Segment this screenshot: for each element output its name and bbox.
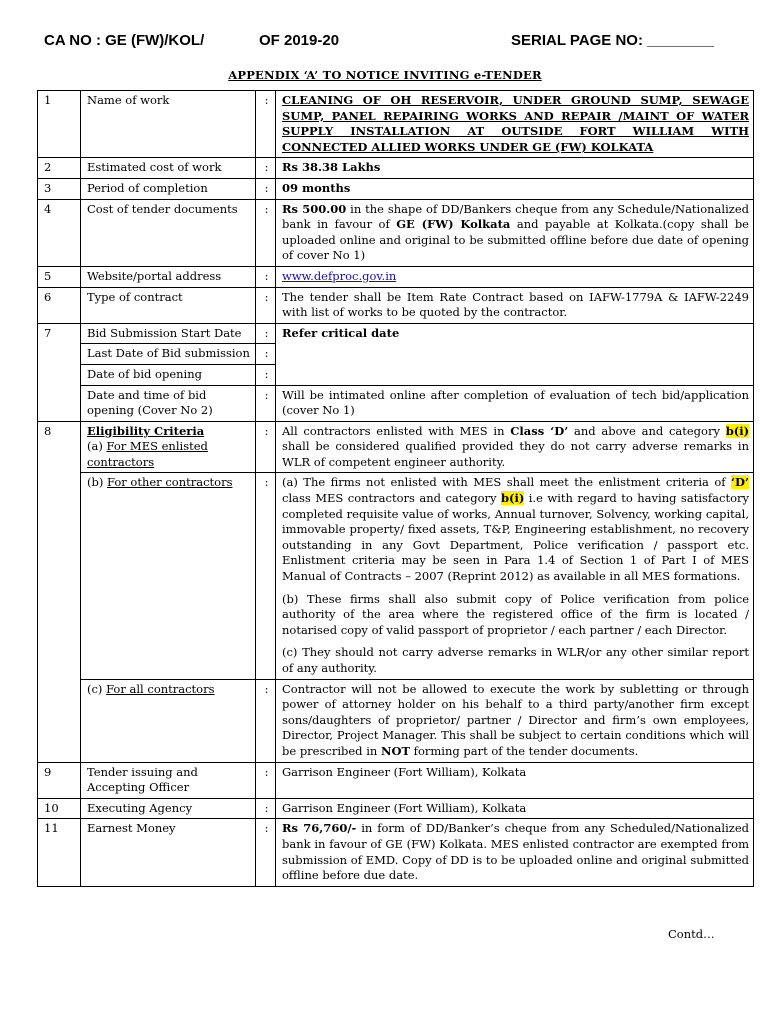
accepting-officer-value: Garrison Engineer (Fort William), Kolkata bbox=[276, 762, 754, 798]
table-row bbox=[38, 762, 754, 798]
table-row bbox=[38, 287, 754, 323]
separator: : bbox=[256, 473, 276, 679]
all-contractors-label: For all contractors bbox=[106, 681, 215, 696]
table-row bbox=[38, 158, 754, 179]
row-label: Earnest Money bbox=[81, 819, 256, 886]
mes-enlisted-value bbox=[276, 421, 754, 473]
row-number: 11 bbox=[38, 819, 81, 886]
table-row bbox=[38, 798, 754, 819]
criteria-paragraph-b: (b) These firms shall also submit copy of Police verification from police authority of the area where the registered office of the firm is located / notarised copy of valid passport of proprietor / each partner / each Director. bbox=[282, 591, 749, 637]
period-value: 09 months bbox=[276, 178, 754, 199]
separator: : bbox=[256, 158, 276, 179]
subletting-text: forming part of the tender documents. bbox=[410, 743, 639, 758]
table-row bbox=[38, 421, 754, 473]
separator: : bbox=[256, 344, 276, 365]
row-number: 7 bbox=[38, 323, 81, 421]
subletting-text: Contractor will not be allowed to execute the work by subletting or through power of attorney holder on his behalf to a third party/another firm except sons/daughters of proprietor/ partner / Director and firm’s own employees, Director, Project Manager. This shall be subject to certain conditions which will be prescribed in bbox=[282, 681, 749, 758]
emd-text: in form of DD/Banker’s cheque from any Scheduled/Nationalized bank in favour of GE (FW) Kolkata. MES enlisted contractor are exempted from submission of EMD. Copy of DD is to be uploaded online and original submitted offline before due date. bbox=[282, 821, 749, 883]
separator: : bbox=[256, 178, 276, 199]
tender-details-table bbox=[37, 90, 754, 887]
row-label: Date of bid opening bbox=[81, 364, 256, 385]
row-number: 6 bbox=[38, 287, 81, 323]
separator: : bbox=[256, 364, 276, 385]
ca-number: CA NO : GE (FW)/KOL/ bbox=[44, 32, 205, 49]
row-label: Executing Agency bbox=[81, 798, 256, 819]
all-contractors-value bbox=[276, 679, 754, 762]
table-row bbox=[38, 819, 754, 886]
other-contractors-label-cell bbox=[81, 473, 256, 679]
class-highlight: ‘D’ bbox=[731, 475, 749, 490]
row-number: 3 bbox=[38, 178, 81, 199]
row-label: Last Date of Bid submission bbox=[81, 344, 256, 365]
eligibility-text: and above and category bbox=[568, 423, 726, 438]
table-row bbox=[38, 385, 754, 421]
separator: : bbox=[256, 385, 276, 421]
separator: : bbox=[256, 819, 276, 886]
tender-cost-value bbox=[276, 199, 754, 266]
category-highlight: b(i) bbox=[725, 423, 750, 438]
separator: : bbox=[256, 679, 276, 762]
eligibility-label bbox=[81, 421, 256, 473]
eligibility-text: shall be considered qualified provided they do not carry adverse remarks in WLR of competent engineer authority. bbox=[282, 439, 749, 469]
other-contractors-label: For other contractors bbox=[107, 475, 233, 490]
critical-date-value: Refer critical date bbox=[276, 323, 754, 385]
row-number: 8 bbox=[38, 421, 81, 762]
row-number: 9 bbox=[38, 762, 81, 798]
continued-note: Contd… bbox=[668, 927, 715, 941]
eligibility-text: All contractors enlisted with MES in bbox=[282, 423, 511, 438]
row-number: 10 bbox=[38, 798, 81, 819]
row-label: Name of work bbox=[81, 91, 256, 158]
separator: : bbox=[256, 266, 276, 287]
criteria-paragraph-c: (c) They should not carry adverse remarks in WLR/or any other similar report of any authority. bbox=[282, 645, 749, 675]
row-number: 2 bbox=[38, 158, 81, 179]
website-link[interactable]: www.defproc.gov.in bbox=[282, 268, 397, 283]
tender-cost-amount: Rs 500.00 bbox=[282, 201, 347, 216]
row-number: 1 bbox=[38, 91, 81, 158]
eligibility-title: Eligibility Criteria bbox=[87, 423, 205, 438]
category-highlight: b(i) bbox=[500, 491, 525, 506]
row-label: Tender issuing and Accepting Officer bbox=[81, 762, 256, 798]
table-row bbox=[38, 473, 754, 679]
row-label: Bid Submission Start Date bbox=[81, 323, 256, 344]
serial-page-number: SERIAL PAGE NO: ________ bbox=[511, 32, 714, 49]
separator: : bbox=[256, 287, 276, 323]
other-contractors-value bbox=[276, 473, 754, 679]
criteria-text: (a) The firms not enlisted with MES shall meet the enlistment criteria of bbox=[282, 475, 732, 490]
separator: : bbox=[256, 798, 276, 819]
financial-year: OF 2019-20 bbox=[259, 32, 340, 49]
separator: : bbox=[256, 323, 276, 344]
name-of-work-value: CLEANING OF OH RESERVOIR, UNDER GROUND SUMP, SEWAGE SUMP, PANEL REPAIRING WORKS AND REPAIR /MAINT OF WATER SUPPLY INSTALLATION AT OUTSIDE FORT WILLIAM WITH CONNECTED ALLIED WORKS UNDER GE (FW) KOLKATA bbox=[276, 91, 754, 158]
criteria-text: i.e with regard to having satisfactory completed requisite value of works, Annual turnover, Solvency, working capital, immovable property/ fixed assets, T&P, Engineering establishment, no recovery outstanding in any Govt Department, Police verification / passport etc. Enlistment criteria may be seen in Para 1.4 of Section 1 of Part I of MES Manual of Contracts – 2007 (Reprint 2012) as available in all MES formations. bbox=[282, 491, 749, 584]
tender-cost-text: and payable at Kolkata.(copy shall be uploaded online and original to be submitted offline before due date of opening of cover No 1) bbox=[282, 217, 749, 263]
not-emphasis: NOT bbox=[380, 743, 411, 758]
appendix-title: APPENDIX ‘A’ TO NOTICE INVITING e-TENDER bbox=[228, 68, 542, 82]
contract-type-value: The tender shall be Item Rate Contract based on IAFW-1779A & IAFW-2249 with list of works to be quoted by the contractor. bbox=[276, 287, 754, 323]
class-d: Class ‘D’ bbox=[510, 423, 569, 438]
row-label: Website/portal address bbox=[81, 266, 256, 287]
separator: : bbox=[256, 421, 276, 473]
separator: : bbox=[256, 199, 276, 266]
table-row bbox=[38, 199, 754, 266]
executing-agency-value: Garrison Engineer (Fort William), Kolkata bbox=[276, 798, 754, 819]
table-row bbox=[38, 266, 754, 287]
separator: : bbox=[256, 91, 276, 158]
sub-prefix: (a) bbox=[87, 439, 107, 454]
row-number: 5 bbox=[38, 266, 81, 287]
website-cell bbox=[276, 266, 754, 287]
earnest-money-value bbox=[276, 819, 754, 886]
row-label: Date and time of bid opening (Cover No 2) bbox=[81, 385, 256, 421]
table-row bbox=[38, 323, 754, 344]
table-row bbox=[38, 178, 754, 199]
row-label: Estimated cost of work bbox=[81, 158, 256, 179]
row-label: Period of completion bbox=[81, 178, 256, 199]
table-row bbox=[38, 91, 754, 158]
row-number: 4 bbox=[38, 199, 81, 266]
mes-enlisted-label: For MES enlisted contractors bbox=[87, 439, 208, 469]
all-contractors-label-cell bbox=[81, 679, 256, 762]
criteria-text: class MES contractors and category bbox=[282, 491, 501, 506]
bid-opening-value: Will be intimated online after completion of evaluation of tech bid/application (cover No 1) bbox=[276, 385, 754, 421]
emd-amount: Rs 76,760/- bbox=[282, 821, 357, 836]
estimated-cost-value: Rs 38.38 Lakhs bbox=[276, 158, 754, 179]
tender-cost-text: in the shape of DD/Bankers cheque from any Schedule/Nationalized bank in favour of bbox=[282, 201, 749, 232]
table-row bbox=[38, 679, 754, 762]
criteria-paragraph-a bbox=[282, 475, 749, 584]
payee-name: GE (FW) Kolkata bbox=[396, 217, 511, 232]
sub-prefix: (b) bbox=[87, 475, 107, 490]
row-label: Type of contract bbox=[81, 287, 256, 323]
row-label: Cost of tender documents bbox=[81, 199, 256, 266]
sub-prefix: (c) bbox=[87, 681, 107, 696]
separator: : bbox=[256, 762, 276, 798]
